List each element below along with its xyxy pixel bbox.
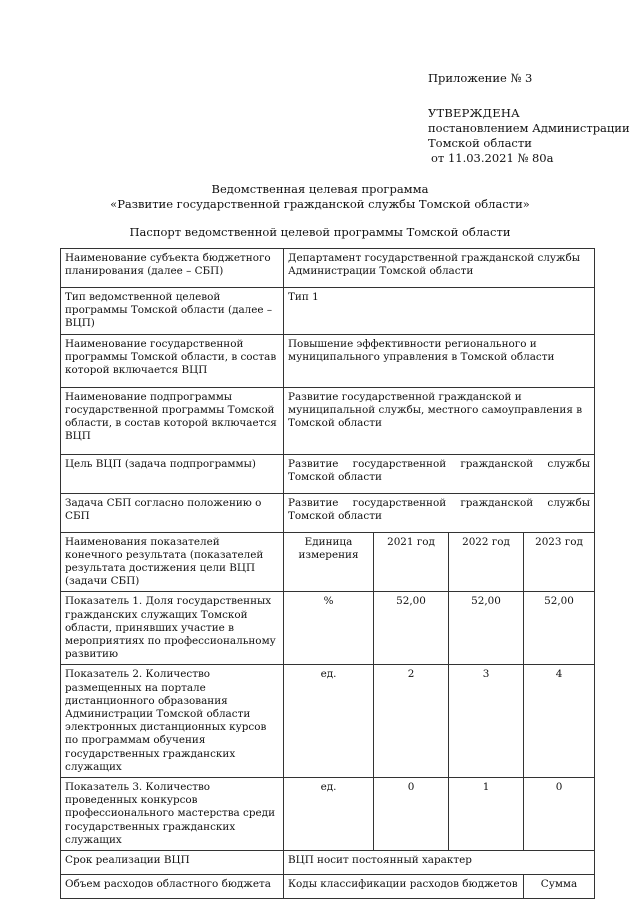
term-label: Срок реализации ВЦП [61, 851, 284, 875]
indicator-row [61, 778, 595, 851]
passport-table [60, 248, 595, 899]
task-value: Развитие государственной гражданской службы Томской области [284, 493, 595, 532]
state-program-label: Наименование государственной программы Томской области, в состав которой включается ВЦП [61, 334, 284, 387]
indicator-2-name: Показатель 2. Количество размещенных на портале дистанционного образования Администрации Томской области электронных дистанционных курсов по программам обучения государственных гражданских служащих [61, 665, 284, 778]
type-label: Тип ведомственной целевой программы Томской области (далее – ВЦП) [61, 288, 284, 335]
budget-codes: Коды классификации расходов бюджетов [284, 875, 524, 899]
indicator-3-name: Показатель 3. Количество проведенных конкурсов профессионального мастерства среди государственных гражданских служащих [61, 778, 284, 851]
indicator-2-2023: 4 [524, 665, 595, 778]
year-header-2022: 2022 год [449, 532, 524, 592]
year-header-2023: 2023 год [524, 532, 595, 592]
indicators-label: Наименования показателей конечного результата (показателей результата достижения цели ВЦП (задачи СБП) [61, 532, 284, 592]
task-label: Задача СБП согласно положению о СБП [61, 493, 284, 532]
goal-label: Цель ВЦП (задача подпрограммы) [61, 454, 284, 493]
program-title-line-2: «Развитие государственной гражданской службы Томской области» [110, 197, 530, 211]
type-value: Тип 1 [284, 288, 595, 335]
table-row [61, 454, 595, 493]
table-row [61, 288, 595, 335]
table-row [61, 249, 595, 288]
year-header-2021: 2021 год [374, 532, 449, 592]
subject-value: Департамент государственной гражданской службы Администрации Томской области [284, 249, 595, 288]
resolution-line-1: постановлением Администрации [428, 121, 630, 135]
resolution-date: от 11.03.2021 № 80а [431, 151, 554, 165]
indicator-1-2023: 52,00 [524, 592, 595, 665]
subject-label: Наименование субъекта бюджетного планирования (далее – СБП) [61, 249, 284, 288]
resolution-line-2: Томской области [428, 136, 532, 150]
subprogram-label: Наименование подпрограммы государственной программы Томской области, в состав которой включается ВЦП [61, 387, 284, 454]
indicator-1-2021: 52,00 [374, 592, 449, 665]
appendix-label: Приложение № 3 [428, 71, 533, 85]
state-program-value: Повышение эффективности регионального и муниципального управления в Томской области [284, 334, 595, 387]
indicator-2-2021: 2 [374, 665, 449, 778]
budget-sum: Сумма [524, 875, 595, 899]
unit-header: Единица измерения [284, 532, 374, 592]
term-value: ВЦП носит постоянный характер [284, 851, 595, 875]
table-row [61, 851, 595, 875]
table-row [61, 334, 595, 387]
table-row [61, 875, 595, 899]
indicator-2-unit: ед. [284, 665, 374, 778]
approval-header [428, 71, 630, 166]
goal-value: Развитие государственной гражданской службы Томской области [284, 454, 595, 493]
indicator-3-2021: 0 [374, 778, 449, 851]
subprogram-value: Развитие государственной гражданской и муниципальной службы, местного самоуправления в Томской области [284, 387, 595, 454]
indicator-3-2023: 0 [524, 778, 595, 851]
indicator-row [61, 592, 595, 665]
indicator-1-name: Показатель 1. Доля государственных гражданских служащих Томской области, принявших участие в мероприятиях по профессиональному развитию [61, 592, 284, 665]
indicator-row [61, 665, 595, 778]
program-title [0, 182, 640, 212]
indicator-2-2022: 3 [449, 665, 524, 778]
table-row [61, 493, 595, 532]
indicator-1-2022: 52,00 [449, 592, 524, 665]
indicator-3-2022: 1 [449, 778, 524, 851]
budget-label: Объем расходов областного бюджета [61, 875, 284, 899]
indicators-header-row [61, 532, 595, 592]
indicator-1-unit: % [284, 592, 374, 665]
approved-label: УТВЕРЖДЕНА [428, 106, 520, 120]
indicator-3-unit: ед. [284, 778, 374, 851]
passport-title: Паспорт ведомственной целевой программы Томской области [129, 225, 511, 239]
table-row [61, 387, 595, 454]
program-title-line-1: Ведомственная целевая программа [211, 182, 429, 196]
